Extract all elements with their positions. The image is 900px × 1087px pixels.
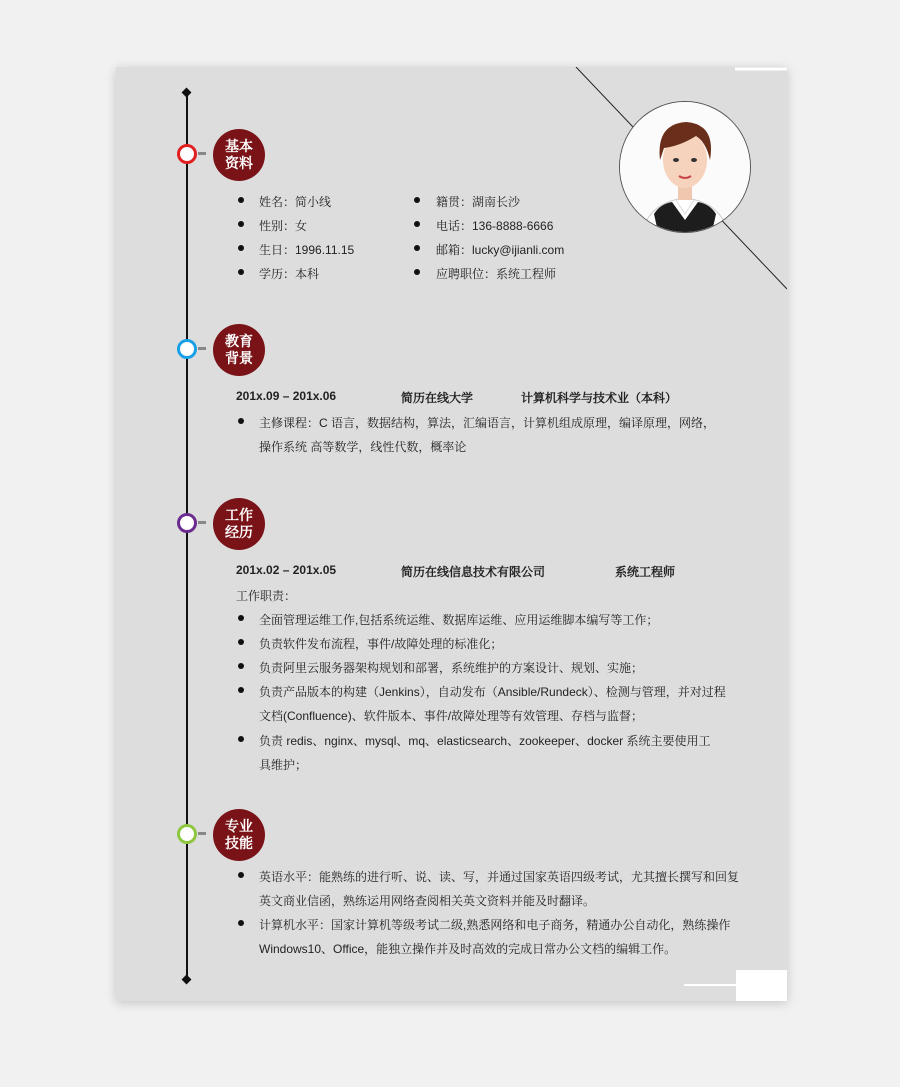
work-role: 系统工程师 (615, 565, 676, 579)
bullet (238, 736, 244, 742)
work-company: 简历在线信息技术有限公司 (401, 565, 546, 579)
bullet (414, 197, 420, 203)
edu-school: 简历在线大学 (401, 391, 474, 405)
work-duty-4b: 文档(Confluence)、软件版本、事件/故障处理等有效管理、存档与监督； (259, 709, 644, 723)
edu-course-2: 操作系统 高等数学，线性代数，概率论 (259, 440, 467, 454)
node-education (177, 339, 197, 359)
bullet (238, 872, 244, 878)
node-basic (177, 144, 197, 164)
connector (198, 521, 206, 524)
node-skills (177, 824, 197, 844)
basic-gender: 性别：女 (259, 219, 308, 233)
work-duty-5a: 负责 redis、nginx、mysql、mq、elasticsearch、zookeeper、docker 系统主要使用工 (259, 734, 711, 748)
section-title: 专业技能 (225, 818, 253, 851)
timeline-line (186, 93, 188, 979)
bullet (238, 615, 244, 621)
basic-position: 应聘职位：系统工程师 (436, 267, 557, 281)
edu-major: 计算机科学与技术业（本科） (521, 391, 678, 405)
bullet (238, 687, 244, 693)
bullet (238, 639, 244, 645)
work-duty-1: 全面管理运维工作,包括系统运维、数据库运维、应用运维脚本编写等工作； (259, 613, 659, 627)
work-duty-5b: 具维护； (259, 758, 308, 772)
work-duty-4a: 负责产品版本的构建（Jenkins），自动发布（Ansible/Rundeck）、检测与管理，并对过程 (259, 685, 726, 699)
bullet (414, 245, 420, 251)
work-duty-2: 负责软件发布流程，事件/故障处理的标准化； (259, 637, 503, 651)
basic-birth: 生日：1996.11.15 (259, 243, 355, 257)
work-duty-label: 工作职责： (236, 589, 297, 603)
bullet (238, 245, 244, 251)
node-work (177, 513, 197, 533)
badge-basic (213, 129, 265, 181)
badge-skills (213, 809, 265, 861)
bullet (238, 197, 244, 203)
basic-phone: 电话：136-8888-6666 (436, 219, 554, 233)
bullet (238, 920, 244, 926)
section-title: 工作经历 (225, 507, 253, 540)
connector (198, 152, 206, 155)
section-title: 基本资料 (225, 138, 253, 171)
bullet (238, 269, 244, 275)
profile-photo (619, 101, 751, 233)
bullet (238, 221, 244, 227)
basic-email: 邮箱：lucky@ijianli.com (436, 243, 565, 257)
bullet (414, 269, 420, 275)
avatar-icon (620, 102, 750, 232)
resume-sheet (116, 67, 787, 1001)
basic-education: 学历：本科 (259, 267, 320, 281)
skill-computer-1: 计算机水平：国家计算机等级考试二级,熟悉网络和电子商务，精通办公自动化，熟练操作 (259, 918, 731, 932)
skill-english-1: 英语水平：能熟练的进行听、说、读、写，并通过国家英语四级考试，尤其擅长撰写和回复 (259, 870, 740, 884)
connector (198, 832, 206, 835)
bullet (414, 221, 420, 227)
bullet (238, 663, 244, 669)
bullet (238, 418, 244, 424)
work-period: 201x.02 – 201x.05 (236, 563, 337, 577)
edu-period: 201x.09 – 201x.06 (236, 389, 337, 403)
skill-computer-2: Windows10、Office，能独立操作并及时高效的完成日常办公文档的编辑工作。 (259, 942, 677, 956)
skill-english-2: 英文商业信函，熟练运用网络查阅相关英文资料并能及时翻译。 (259, 894, 596, 908)
badge-work (213, 498, 265, 550)
connector (198, 347, 206, 350)
badge-education (213, 324, 265, 376)
section-title: 教育背景 (225, 333, 253, 366)
basic-native: 籍贯：湖南长沙 (436, 195, 521, 209)
work-duty-3: 负责阿里云服务器架构规划和部署，系统维护的方案设计、规划、实施； (259, 661, 644, 675)
edu-course-1: 主修课程：C 语言，数据结构，算法，汇编语言，计算机组成原理，编译原理，网络， (259, 416, 716, 430)
basic-name: 姓名：简小线 (259, 195, 332, 209)
